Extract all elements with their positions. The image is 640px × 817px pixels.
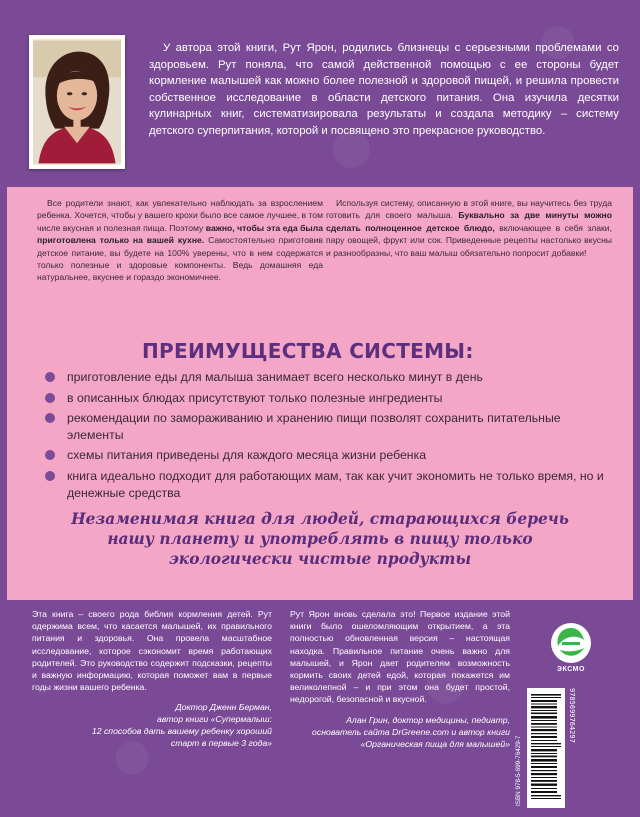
advantage-item <box>45 447 605 464</box>
barcode-digits-label: 9785699764297 <box>568 688 576 743</box>
isbn-label: ISBN 978-5-699-76429-7 <box>515 735 522 806</box>
advantage-item <box>45 410 605 443</box>
barcode <box>527 688 565 808</box>
signature-line: Доктор Дженн Берман, <box>175 702 272 713</box>
intro-right-column <box>326 197 612 259</box>
slogan: Незаменимая книга для людей, старающихся беречь нашу планету и употреблять в пищу только экологически чистые продукты <box>71 510 569 568</box>
bullet-dot-icon <box>45 393 55 403</box>
intro-left-column <box>37 197 323 284</box>
advantages-title: ПРЕИМУЩЕСТВА СИСТЕМЫ: <box>142 339 474 363</box>
isbn-text <box>512 688 524 806</box>
signature-line: 12 способов дать вашему ребенку хороший <box>91 726 272 737</box>
review-signature <box>290 714 510 750</box>
author-section <box>7 7 633 185</box>
advantage-text: книга идеально подходит для работающих мам, так как учит экономить не только время, но и денежные средства <box>67 468 604 500</box>
advantage-text: схемы питания приведены для каждого месяца жизни ребенка <box>67 448 427 463</box>
intro-right-text-2: включающее в себя злаки, пару овощей, фрукт или сок. Приведенные рецепты настолько вкусны и разнообразны, что ваш малыш обязательно попросит добавки! <box>326 222 612 258</box>
barcode-number <box>567 688 579 808</box>
advantage-text: в описанных блюдах присутствуют только полезные ингредиенты <box>67 390 443 405</box>
review-signature <box>32 701 272 749</box>
review-text: Эта книга – своего рода библия кормления детей. Рут одержима всем, что касается малышей, их правильного питания и здоровья. Она провела масштабное исследование, которое сэкономит время работающих родителей. Это руководство содержит подсказки, рецепты и важную информацию, которая поможет вам в первые годы жизни вашего ребенка. <box>32 609 272 693</box>
author-portrait-icon <box>33 39 121 165</box>
intro-right-text-1: Используя систему, описанную в этой книге, вы научитесь без труда готовить для своего малыша. <box>326 198 612 221</box>
review-berman <box>32 608 272 749</box>
advantage-text: рекомендации по замораживанию и хранению пищи позволят сохранить питательные элементы <box>67 411 561 442</box>
intro-left-text-1: Все родители знают, как увлекательно наблюдать за взрослением ребенка. Хочется, чтобы у вашего крохи было все самое лучшее, в том числе вкусная и полезная пища. Поэтому <box>37 198 323 233</box>
signature-line: автор книги «Супермалыш: <box>156 714 272 725</box>
intro-right-bold: Буквально за две минуты можно сделать полноценное детское блюдо, <box>326 210 612 233</box>
signature-line: старт в первые 3 года» <box>170 738 272 749</box>
advantage-item <box>45 369 605 386</box>
signature-line: Алан Грин, доктор медицины, педиатр, <box>346 714 510 725</box>
publisher-name: ЭКСМО <box>557 666 585 673</box>
barcode-icon <box>527 688 565 808</box>
signature-line: основатель сайта DrGreene.com и автор книги <box>312 726 510 737</box>
author-photo <box>29 35 125 169</box>
advantage-item <box>45 468 605 501</box>
advantage-item <box>45 390 605 407</box>
reviews-section <box>7 602 633 810</box>
bullet-dot-icon <box>45 450 55 460</box>
description-section <box>7 187 633 600</box>
intro-left-text-2: Самостоятельно приготовив детское питание, вы будете на 100% уверены, что в нем содержатся только полезные и здоровые компоненты. Ведь домашняя еда натуральнее, вкуснее и гораздо экономичнее. <box>37 235 323 283</box>
eksmo-logo-icon <box>550 622 592 664</box>
review-greene <box>290 608 510 750</box>
intro-left-bold: важно, чтобы эта еда была приготовлена только на вашей кухне. <box>37 222 324 246</box>
bullet-dot-icon <box>45 471 55 481</box>
advantage-text: приготовление еды для малыша занимает всего несколько минут в день <box>67 370 483 384</box>
review-text: Рут Ярон вновь сделала это! Первое издание этой книги было ошеломляющим открытием, а эта полностью обновленная версия – настоящая находка. Правильное питание очень важно для малышей, и Ярон дает родителям возможность кормить своих детей едой, которая покажется им великолепной – и при этом она будет простой, недорогой, безопасной и вкусной. <box>290 609 510 705</box>
bullet-dot-icon <box>45 372 55 382</box>
signature-line: «Органическая пища для малышей» <box>360 738 510 749</box>
author-bio: У автора этой книги, Рут Ярон, родились близнецы с серьезными проблемами со здоровьем. Рут поняла, что самой действенной помощью с ее стороны будет кормление малышей как можно более полезной и здоровой пищей, и решила провести собственное исследование в области детского питания. Она изучила десятки кулинарных книг, систематизировала результаты и создала методику – систему детского суперпитания, которой и посвящено это прекрасное руководство. <box>149 42 619 137</box>
advantages-list <box>45 369 605 505</box>
bullet-dot-icon <box>45 413 55 423</box>
